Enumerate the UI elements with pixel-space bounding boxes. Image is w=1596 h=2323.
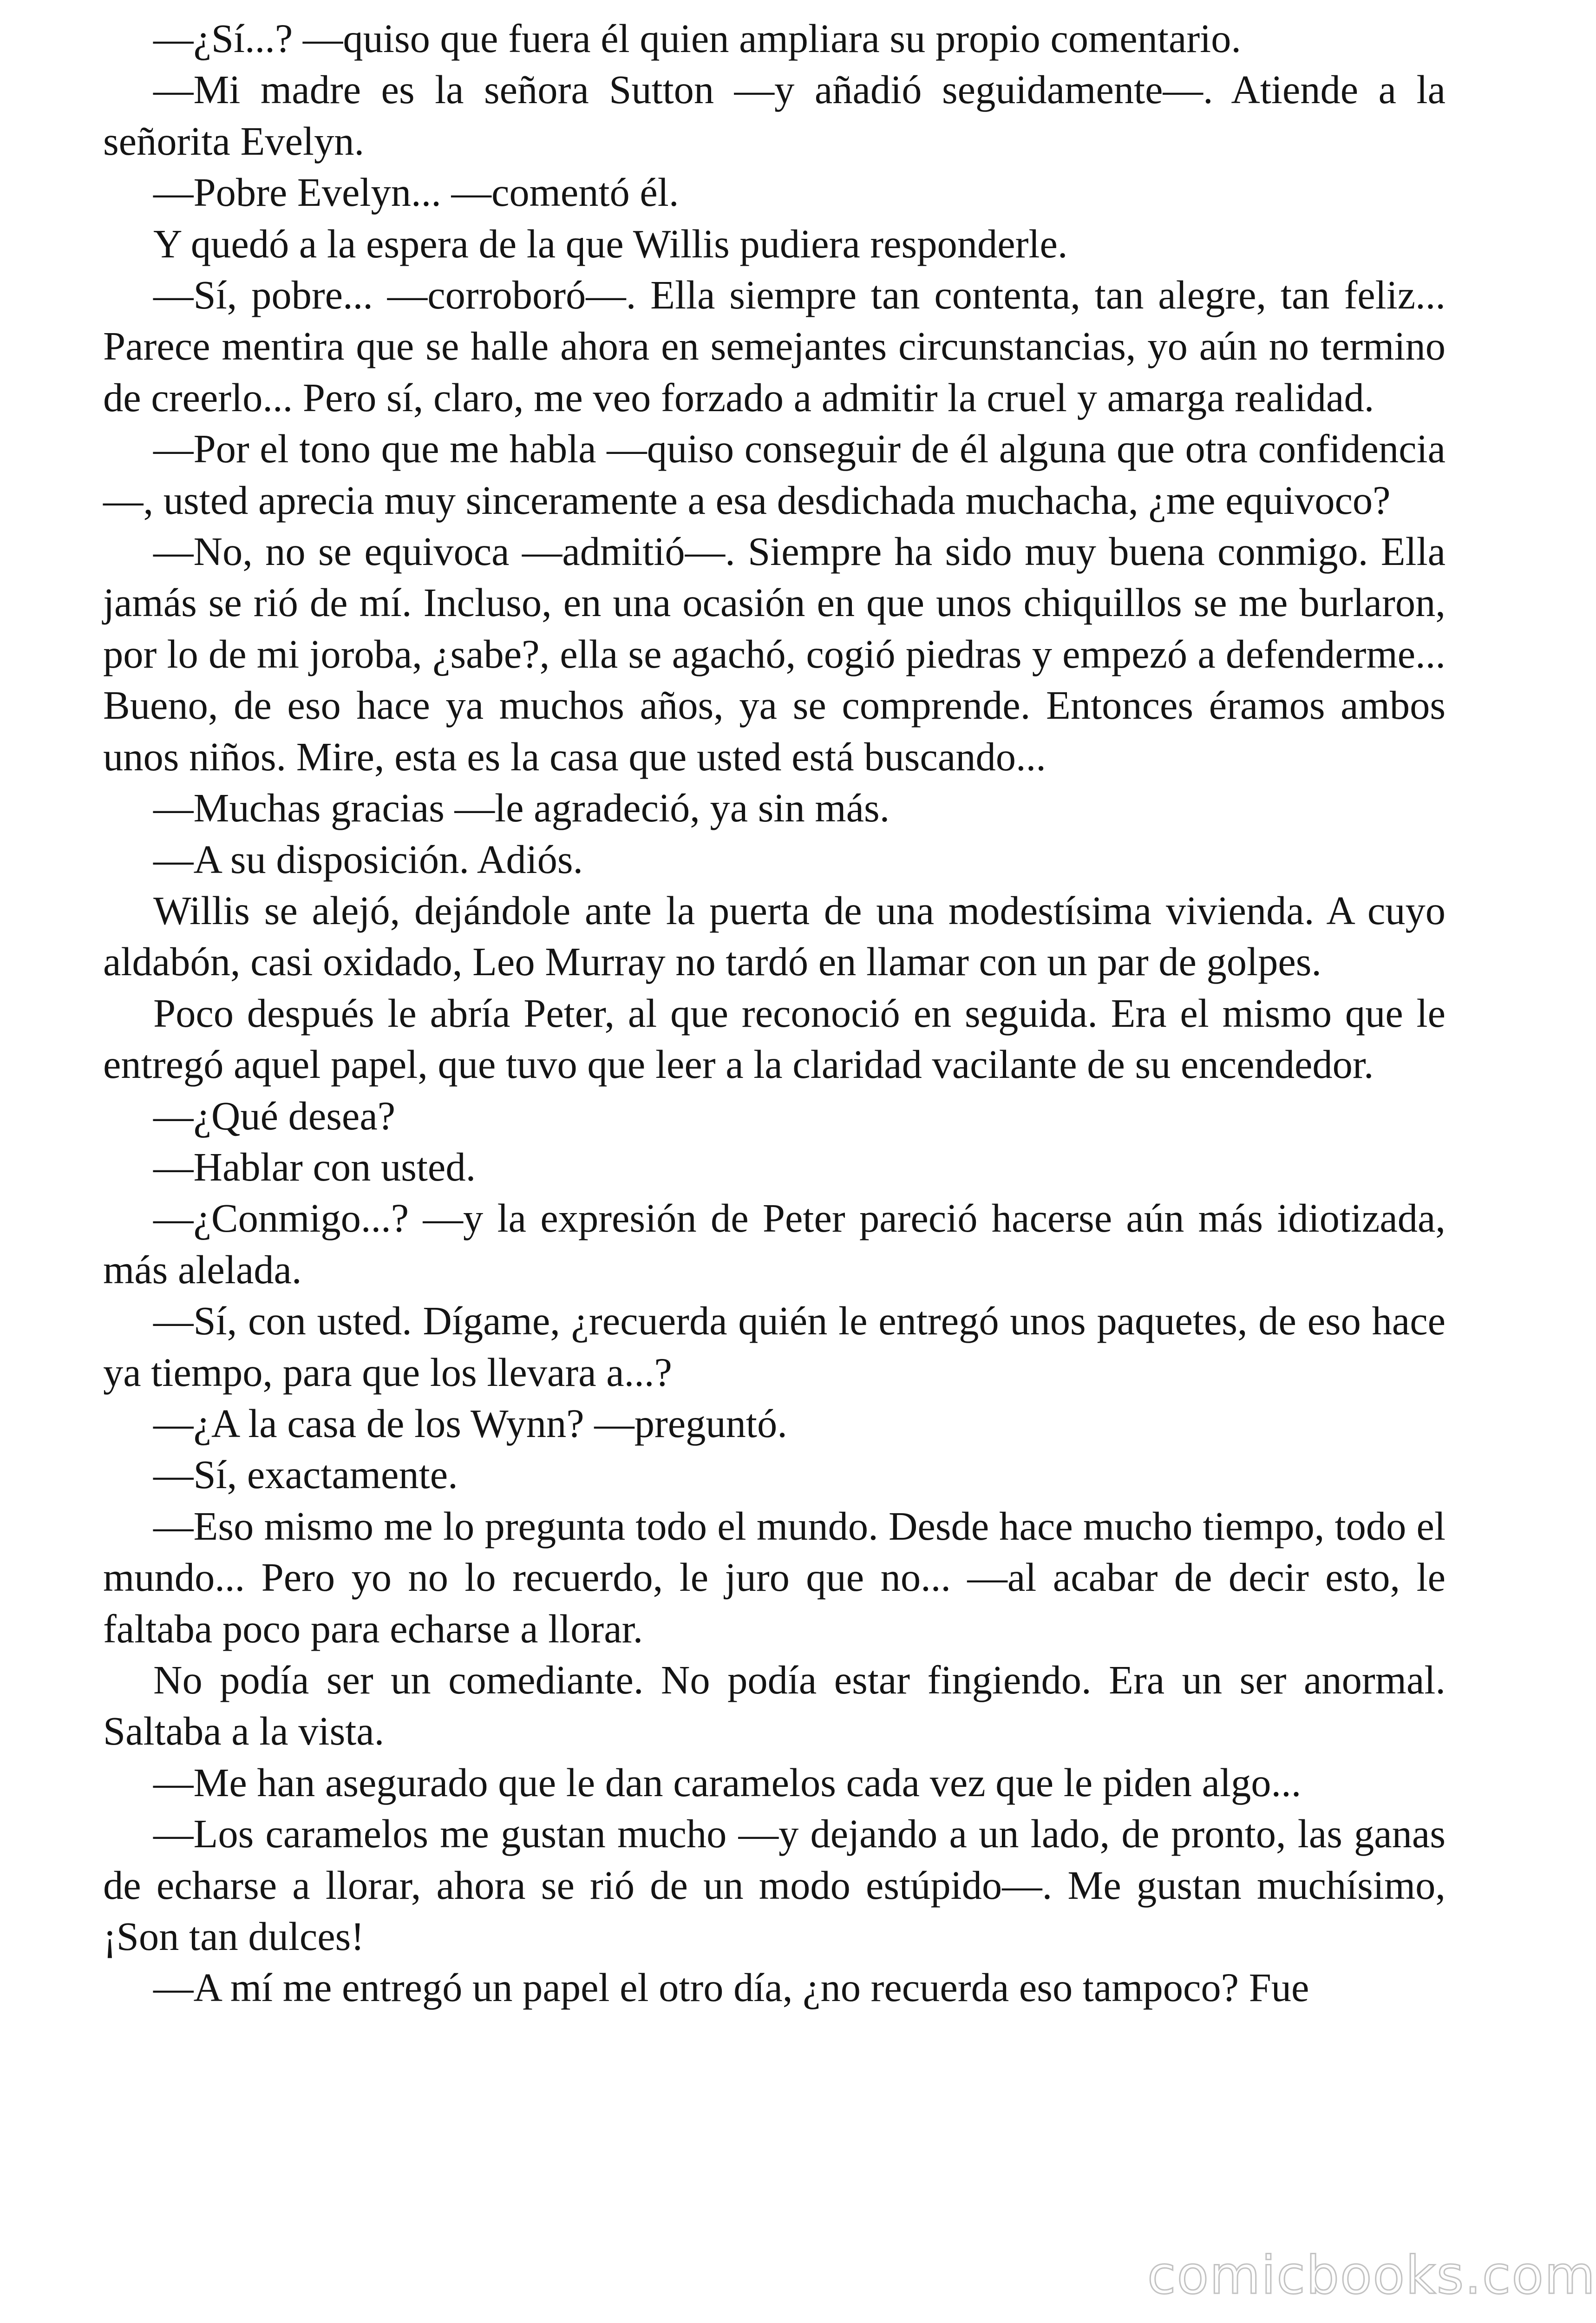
paragraph: Poco después le abría Peter, al que reconoció en seguida. Era el mismo que le entregó aquel papel, que tuvo que leer a la claridad vacilante de su encendedor. bbox=[103, 991, 1446, 1087]
watermark: comicbooks.com bbox=[1147, 2245, 1596, 2306]
paragraph: —¿Qué desea? bbox=[153, 1093, 396, 1138]
paragraph: —Eso mismo me lo pregunta todo el mundo. Desde hace mucho tiempo, todo el mundo... Pero yo no lo recuerdo, le juro que no... —al acabar de decir esto, le faltaba poco para echarse a llorar. bbox=[103, 1503, 1446, 1651]
paragraph: —Sí, pobre... —corroboró—. Ella siempre tan contenta, tan alegre, tan feliz... Parece mentira que se halle ahora en semejantes circunstancias, yo aún no termino de creerlo... Pero sí, claro, me veo forzado a admitir la cruel y amarga realidad. bbox=[103, 273, 1446, 420]
paragraph: —Pobre Evelyn... —comentó él. bbox=[153, 170, 679, 215]
paragraph: —Los caramelos me gustan mucho —y dejando a un lado, de pronto, las ganas de echarse a llorar, ahora se rió de un modo estúpido—. Me gustan muchísimo, ¡Son tan dulces! bbox=[103, 1811, 1446, 1959]
paragraph: —¿A la casa de los Wynn? —preguntó. bbox=[153, 1401, 787, 1446]
paragraph: —Me han asegurado que le dan caramelos cada vez que le piden algo... bbox=[153, 1760, 1302, 1805]
paragraph: —Sí, exactamente. bbox=[153, 1452, 458, 1497]
paragraph: —Hablar con usted. bbox=[153, 1144, 476, 1189]
paragraph: —¿Conmigo...? —y la expresión de Peter pareció hacerse aún más idiotizada, más alelada. bbox=[103, 1196, 1446, 1292]
paragraph: Willis se alejó, dejándole ante la puerta de una modestísima vivienda. A cuyo aldabón, casi oxidado, Leo Murray no tardó en llamar con un par de golpes. bbox=[103, 888, 1446, 984]
body-text bbox=[103, 13, 1446, 2014]
paragraph: —A su disposición. Adiós. bbox=[153, 837, 583, 882]
paragraph: —Mi madre es la señora Sutton —y añadió seguidamente—. Atiende a la señorita Evelyn. bbox=[103, 67, 1446, 164]
paragraph: —No, no se equivoca —admitió—. Siempre ha sido muy buena conmigo. Ella jamás se rió de mí. Incluso, en una ocasión en que unos chiquillos se me burlaron, por lo de mi joroba, ¿sabe?, ella se agachó, cogió piedras y empezó a defenderme... Bueno, de eso hace ya muchos años, ya se comprende. Entonces éramos ambos unos niños. Mire, esta es la casa que usted está buscando... bbox=[103, 529, 1446, 779]
paragraph: —Sí, con usted. Dígame, ¿recuerda quién le entregó unos paquetes, de eso hace ya tiempo, para que los llevara a...? bbox=[103, 1299, 1446, 1395]
paragraph: —Muchas gracias —le agradeció, ya sin más. bbox=[153, 786, 890, 831]
paragraph: Y quedó a la espera de la que Willis pudiera responderle. bbox=[153, 221, 1068, 266]
paragraph: —¿Sí...? —quiso que fuera él quien ampliara su propio comentario. bbox=[153, 16, 1242, 61]
paragraph: No podía ser un comediante. No podía estar fingiendo. Era un ser anormal. Saltaba a la vista. bbox=[103, 1658, 1446, 1754]
paragraph: —A mí me entregó un papel el otro día, ¿no recuerda eso tampoco? Fue bbox=[153, 1965, 1309, 2010]
paragraph: —Por el tono que me habla —quiso conseguir de él alguna que otra confidencia—, usted aprecia muy sinceramente a esa desdichada muchacha, ¿me equivoco? bbox=[103, 427, 1446, 523]
